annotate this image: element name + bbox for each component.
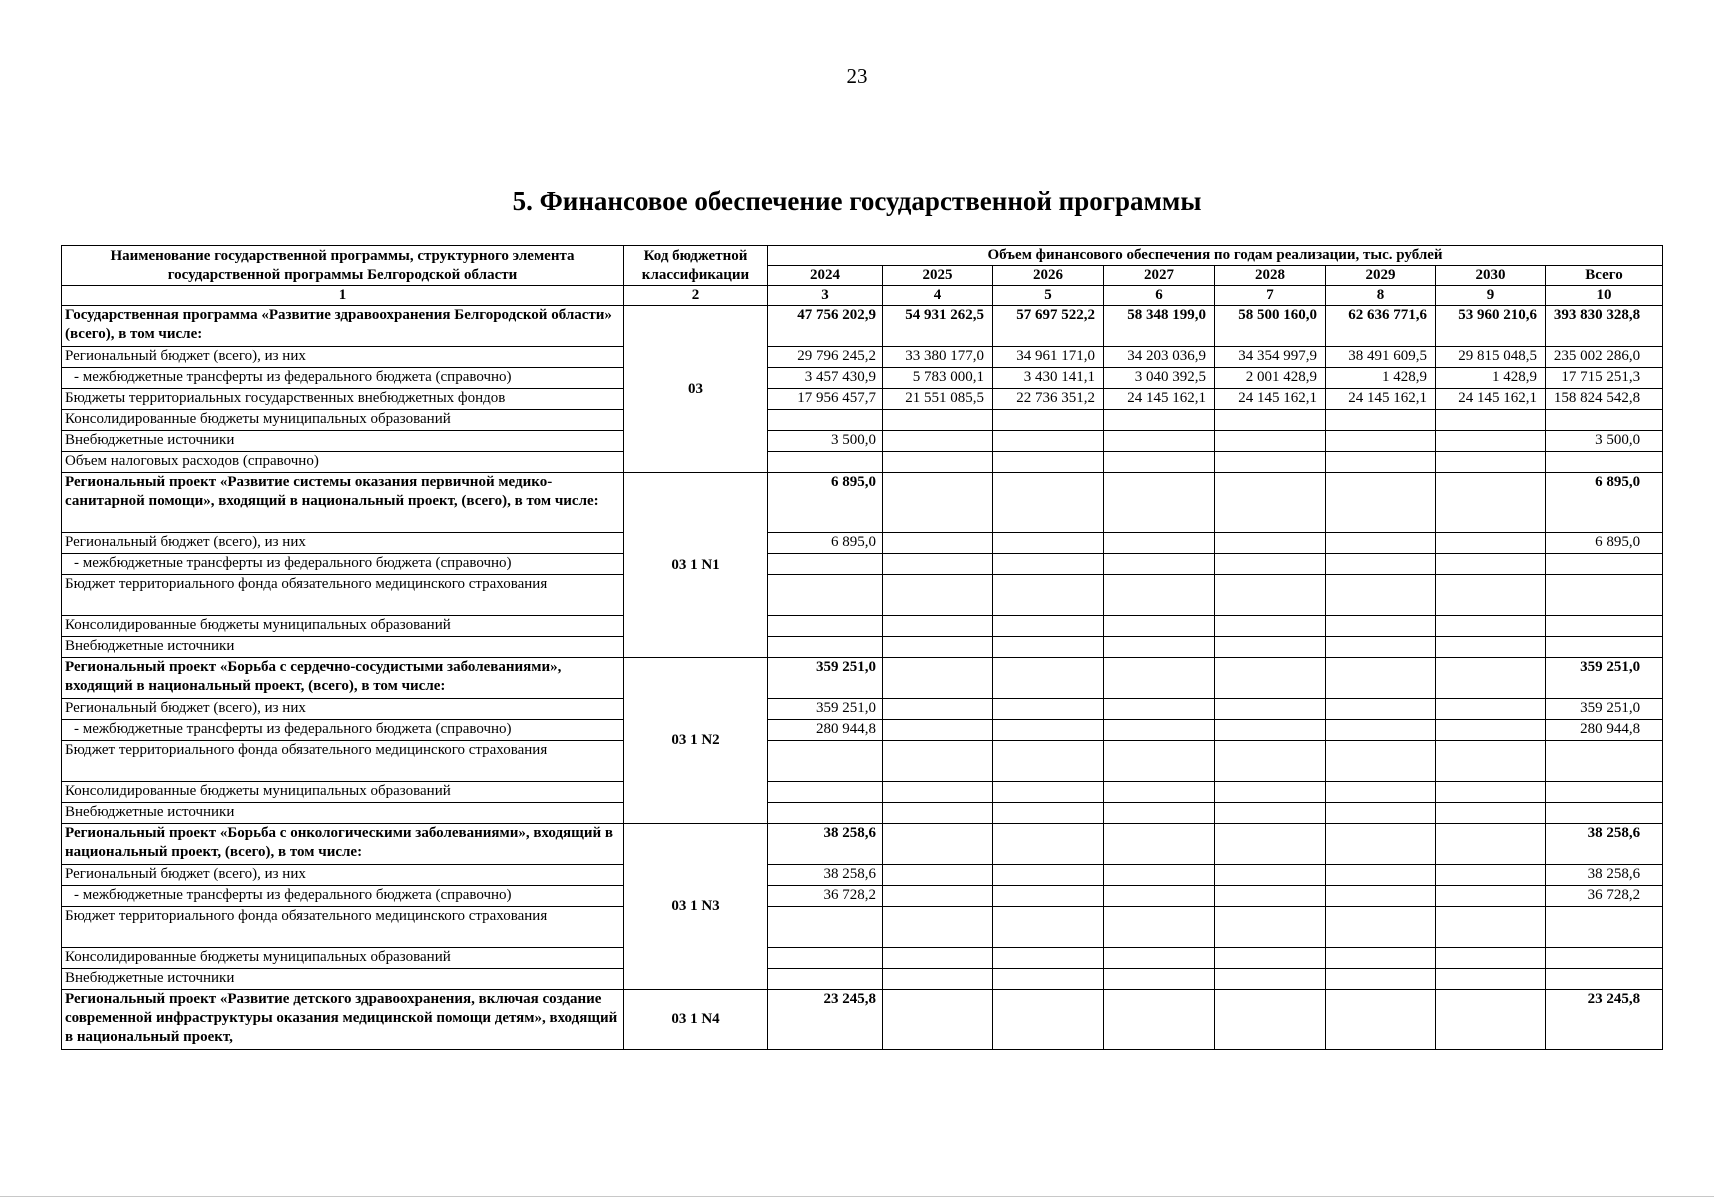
- header-column-index: 1: [62, 286, 624, 306]
- table-row: [62, 720, 1663, 741]
- header-year: 2028: [1215, 266, 1326, 286]
- value-cell: [1215, 824, 1326, 865]
- value-cell: [1326, 452, 1436, 473]
- header-column-index: 4: [883, 286, 993, 306]
- value-cell: [993, 907, 1104, 948]
- value-cell: 359 251,0: [768, 699, 883, 720]
- value-cell: 38 258,6: [768, 865, 883, 886]
- value-cell: 54 931 262,5: [883, 306, 993, 347]
- value-cell: 1 428,9: [1326, 368, 1436, 389]
- budget-code: 03 1 N2: [624, 658, 768, 824]
- value-cell: [883, 969, 993, 990]
- value-cell: [993, 948, 1104, 969]
- value-cell: 34 961 171,0: [993, 347, 1104, 368]
- row-name: - межбюджетные трансферты из федерального бюджета (справочно): [62, 368, 624, 389]
- value-cell: [993, 658, 1104, 699]
- value-cell: [1436, 637, 1546, 658]
- value-cell: [1104, 533, 1215, 554]
- value-cell: 5 783 000,1: [883, 368, 993, 389]
- value-cell: [1326, 824, 1436, 865]
- value-cell: [1215, 473, 1326, 533]
- value-cell: [768, 907, 883, 948]
- value-cell: [883, 554, 993, 575]
- value-cell: 38 258,6: [768, 824, 883, 865]
- value-cell: [1215, 803, 1326, 824]
- value-cell: [993, 452, 1104, 473]
- value-total: 23 245,8: [1546, 990, 1663, 1050]
- value-total: [1546, 452, 1663, 473]
- value-cell: 6 895,0: [768, 473, 883, 533]
- table-row: [62, 803, 1663, 824]
- value-cell: [883, 990, 993, 1050]
- value-cell: [1215, 431, 1326, 452]
- row-name: - межбюджетные трансферты из федерального бюджета (справочно): [62, 554, 624, 575]
- value-cell: [1215, 616, 1326, 637]
- row-name: Консолидированные бюджеты муниципальных образований: [62, 948, 624, 969]
- value-cell: [768, 575, 883, 616]
- header-year: 2024: [768, 266, 883, 286]
- value-cell: [993, 824, 1104, 865]
- value-total: 3 500,0: [1546, 431, 1663, 452]
- value-cell: [1436, 990, 1546, 1050]
- value-cell: [1436, 616, 1546, 637]
- value-total: [1546, 803, 1663, 824]
- value-cell: [768, 637, 883, 658]
- value-cell: [1215, 637, 1326, 658]
- value-total: 359 251,0: [1546, 658, 1663, 699]
- table-row: [62, 782, 1663, 803]
- value-cell: 1 428,9: [1436, 368, 1546, 389]
- value-cell: 24 145 162,1: [1215, 389, 1326, 410]
- value-cell: [993, 637, 1104, 658]
- value-total: [1546, 907, 1663, 948]
- value-cell: [883, 948, 993, 969]
- value-cell: [1326, 782, 1436, 803]
- value-cell: [883, 824, 993, 865]
- value-cell: [993, 803, 1104, 824]
- value-cell: 3 500,0: [768, 431, 883, 452]
- row-name: - межбюджетные трансферты из федерального бюджета (справочно): [62, 886, 624, 907]
- row-name: Консолидированные бюджеты муниципальных образований: [62, 782, 624, 803]
- value-cell: 57 697 522,2: [993, 306, 1104, 347]
- header-year: Всего: [1546, 266, 1663, 286]
- value-total: 38 258,6: [1546, 824, 1663, 865]
- value-cell: 22 736 351,2: [993, 389, 1104, 410]
- value-cell: [1436, 803, 1546, 824]
- value-cell: [993, 741, 1104, 782]
- value-cell: [1215, 907, 1326, 948]
- row-name: Региональный проект «Развитие детского здравоохранения, включая создание современной инфраструктуры оказания медицинской помощи детям», входящий в национальный проект,: [62, 990, 624, 1050]
- value-cell: [1326, 616, 1436, 637]
- value-cell: [1436, 720, 1546, 741]
- row-name: Бюджет территориального фонда обязательного медицинского страхования: [62, 907, 624, 948]
- value-cell: 6 895,0: [768, 533, 883, 554]
- value-cell: 23 245,8: [768, 990, 883, 1050]
- value-cell: 21 551 085,5: [883, 389, 993, 410]
- value-cell: [1104, 473, 1215, 533]
- value-cell: [1104, 699, 1215, 720]
- value-cell: 34 354 997,9: [1215, 347, 1326, 368]
- header-year: 2027: [1104, 266, 1215, 286]
- value-cell: [1104, 886, 1215, 907]
- row-name: Бюджет территориального фонда обязательного медицинского страхования: [62, 741, 624, 782]
- value-cell: [883, 637, 993, 658]
- row-name: Региональный проект «Борьба с онкологическими заболеваниями», входящий в национальный проект, (всего), в том числе:: [62, 824, 624, 865]
- budget-code: 03 1 N4: [624, 990, 768, 1050]
- value-cell: 47 756 202,9: [768, 306, 883, 347]
- header-code: Код бюджетной классификации: [624, 246, 768, 286]
- value-cell: 3 457 430,9: [768, 368, 883, 389]
- value-cell: [993, 533, 1104, 554]
- value-cell: [1436, 699, 1546, 720]
- value-cell: 29 796 245,2: [768, 347, 883, 368]
- value-cell: [768, 782, 883, 803]
- value-cell: [993, 990, 1104, 1050]
- value-cell: [993, 473, 1104, 533]
- row-name: Объем налоговых расходов (справочно): [62, 452, 624, 473]
- header-column-index: 2: [624, 286, 768, 306]
- table-row: [62, 969, 1663, 990]
- value-cell: [768, 410, 883, 431]
- value-cell: [883, 865, 993, 886]
- header-index-row: [62, 286, 1663, 306]
- value-cell: [1215, 452, 1326, 473]
- value-total: [1546, 637, 1663, 658]
- value-cell: [993, 575, 1104, 616]
- value-cell: [1104, 431, 1215, 452]
- value-total: 393 830 328,8: [1546, 306, 1663, 347]
- value-cell: [1436, 575, 1546, 616]
- value-cell: [1436, 554, 1546, 575]
- table-row: [62, 554, 1663, 575]
- value-cell: [1326, 907, 1436, 948]
- value-cell: [1326, 410, 1436, 431]
- value-cell: [1215, 658, 1326, 699]
- value-cell: [1326, 948, 1436, 969]
- value-cell: 53 960 210,6: [1436, 306, 1546, 347]
- value-cell: 17 956 457,7: [768, 389, 883, 410]
- value-total: [1546, 948, 1663, 969]
- value-cell: [1215, 741, 1326, 782]
- value-cell: [883, 907, 993, 948]
- table-row: [62, 658, 1663, 699]
- value-cell: [993, 720, 1104, 741]
- table-row: [62, 389, 1663, 410]
- table-row: [62, 990, 1663, 1050]
- value-cell: 24 145 162,1: [1104, 389, 1215, 410]
- value-cell: 38 491 609,5: [1326, 347, 1436, 368]
- value-cell: 34 203 036,9: [1104, 347, 1215, 368]
- header-column-index: 5: [993, 286, 1104, 306]
- value-total: [1546, 554, 1663, 575]
- value-cell: [1436, 969, 1546, 990]
- table-row: [62, 306, 1663, 347]
- value-cell: [883, 720, 993, 741]
- value-cell: 359 251,0: [768, 658, 883, 699]
- value-cell: [1104, 782, 1215, 803]
- value-cell: [1104, 575, 1215, 616]
- scan-edge-line: [0, 1196, 1714, 1197]
- value-cell: [1326, 741, 1436, 782]
- page-number: 23: [846, 64, 868, 88]
- value-cell: [1326, 637, 1436, 658]
- table-row: [62, 575, 1663, 616]
- table-row: [62, 741, 1663, 782]
- header-column-index: 3: [768, 286, 883, 306]
- table-row: [62, 473, 1663, 533]
- value-cell: 62 636 771,6: [1326, 306, 1436, 347]
- value-cell: [1326, 720, 1436, 741]
- budget-code: 03: [624, 306, 768, 473]
- row-name: Региональный проект «Развитие системы оказания первичной медико-санитарной помощи», входящий в национальный проект, (всего), в том числе:: [62, 473, 624, 533]
- value-total: [1546, 741, 1663, 782]
- table-row: [62, 948, 1663, 969]
- value-total: [1546, 616, 1663, 637]
- value-cell: [1436, 452, 1546, 473]
- value-cell: [993, 431, 1104, 452]
- value-cell: [993, 410, 1104, 431]
- value-total: [1546, 969, 1663, 990]
- value-cell: [1104, 637, 1215, 658]
- value-cell: [883, 575, 993, 616]
- value-cell: [1104, 969, 1215, 990]
- header-year: 2026: [993, 266, 1104, 286]
- value-cell: 3 430 141,1: [993, 368, 1104, 389]
- value-cell: [1326, 803, 1436, 824]
- header-year: 2030: [1436, 266, 1546, 286]
- value-cell: [883, 431, 993, 452]
- table-header: [62, 246, 1663, 306]
- value-cell: [883, 658, 993, 699]
- value-cell: 24 145 162,1: [1436, 389, 1546, 410]
- value-cell: [1436, 782, 1546, 803]
- row-name: Региональный бюджет (всего), из них: [62, 699, 624, 720]
- value-cell: [768, 803, 883, 824]
- value-cell: [993, 865, 1104, 886]
- value-cell: [768, 452, 883, 473]
- financing-table: [61, 245, 1663, 1050]
- value-cell: [1215, 782, 1326, 803]
- row-name: Внебюджетные источники: [62, 431, 624, 452]
- row-name: Консолидированные бюджеты муниципальных образований: [62, 616, 624, 637]
- value-cell: [768, 948, 883, 969]
- value-cell: [883, 782, 993, 803]
- row-name: Консолидированные бюджеты муниципальных образований: [62, 410, 624, 431]
- value-cell: [1104, 452, 1215, 473]
- table-row: [62, 347, 1663, 368]
- value-total: 6 895,0: [1546, 533, 1663, 554]
- value-cell: 24 145 162,1: [1326, 389, 1436, 410]
- header-column-index: 9: [1436, 286, 1546, 306]
- row-name: Внебюджетные источники: [62, 803, 624, 824]
- value-cell: [1436, 948, 1546, 969]
- value-cell: [993, 554, 1104, 575]
- value-cell: [1326, 886, 1436, 907]
- table-row: [62, 410, 1663, 431]
- value-cell: 280 944,8: [768, 720, 883, 741]
- value-cell: [768, 616, 883, 637]
- value-total: [1546, 410, 1663, 431]
- value-cell: 3 040 392,5: [1104, 368, 1215, 389]
- row-name: Региональный бюджет (всего), из них: [62, 533, 624, 554]
- section-title: 5. Финансовое обеспечение государственной программы: [512, 186, 1202, 216]
- value-cell: 29 815 048,5: [1436, 347, 1546, 368]
- row-name: Внебюджетные источники: [62, 637, 624, 658]
- value-cell: [1104, 616, 1215, 637]
- table-row: [62, 907, 1663, 948]
- value-cell: [883, 410, 993, 431]
- value-total: 17 715 251,3: [1546, 368, 1663, 389]
- value-cell: 33 380 177,0: [883, 347, 993, 368]
- row-name: Региональный бюджет (всего), из них: [62, 865, 624, 886]
- value-cell: [1436, 431, 1546, 452]
- value-cell: [768, 554, 883, 575]
- value-cell: 58 348 199,0: [1104, 306, 1215, 347]
- budget-code: 03 1 N3: [624, 824, 768, 990]
- value-cell: [1215, 699, 1326, 720]
- value-cell: [883, 473, 993, 533]
- value-cell: [1215, 948, 1326, 969]
- table-row: [62, 616, 1663, 637]
- value-cell: [993, 886, 1104, 907]
- row-name: Региональный бюджет (всего), из них: [62, 347, 624, 368]
- value-cell: [883, 741, 993, 782]
- value-cell: [1326, 865, 1436, 886]
- value-cell: [1215, 720, 1326, 741]
- table-row: [62, 431, 1663, 452]
- value-cell: [768, 741, 883, 782]
- header-volume: Объем финансового обеспечения по годам реализации, тыс. рублей: [768, 246, 1663, 266]
- table-row: [62, 824, 1663, 865]
- value-cell: [1326, 431, 1436, 452]
- value-cell: [1215, 554, 1326, 575]
- table-row: [62, 699, 1663, 720]
- value-cell: [1215, 575, 1326, 616]
- value-cell: [1215, 990, 1326, 1050]
- value-cell: [993, 782, 1104, 803]
- value-total: 235 002 286,0: [1546, 347, 1663, 368]
- header-column-index: 7: [1215, 286, 1326, 306]
- value-cell: 58 500 160,0: [1215, 306, 1326, 347]
- table-row: [62, 865, 1663, 886]
- value-cell: [1436, 824, 1546, 865]
- value-cell: [1104, 907, 1215, 948]
- value-cell: [768, 969, 883, 990]
- value-cell: [1436, 533, 1546, 554]
- value-cell: [1104, 803, 1215, 824]
- value-cell: [1104, 990, 1215, 1050]
- value-total: 158 824 542,8: [1546, 389, 1663, 410]
- value-cell: [1326, 990, 1436, 1050]
- value-cell: [1104, 824, 1215, 865]
- value-cell: [993, 616, 1104, 637]
- value-cell: [883, 699, 993, 720]
- value-cell: [1436, 865, 1546, 886]
- header-year: 2029: [1326, 266, 1436, 286]
- header-name: Наименование государственной программы, структурного элемента государственной программы Белгородской области: [62, 246, 624, 286]
- value-cell: [883, 452, 993, 473]
- value-cell: [1215, 886, 1326, 907]
- header-year: 2025: [883, 266, 993, 286]
- value-cell: [1104, 554, 1215, 575]
- value-cell: 2 001 428,9: [1215, 368, 1326, 389]
- value-cell: [1326, 969, 1436, 990]
- value-cell: [1326, 554, 1436, 575]
- value-total: 6 895,0: [1546, 473, 1663, 533]
- table-row: [62, 533, 1663, 554]
- header-column-index: 10: [1546, 286, 1663, 306]
- table-row: [62, 452, 1663, 473]
- budget-code: 03 1 N1: [624, 473, 768, 658]
- header-column-index: 8: [1326, 286, 1436, 306]
- row-name: Бюджет территориального фонда обязательного медицинского страхования: [62, 575, 624, 616]
- value-total: 38 258,6: [1546, 865, 1663, 886]
- value-cell: [1104, 410, 1215, 431]
- row-name: Государственная программа «Развитие здравоохранения Белгородской области» (всего), в том числе:: [62, 306, 624, 347]
- value-cell: [1104, 948, 1215, 969]
- value-cell: [883, 803, 993, 824]
- value-cell: [1215, 969, 1326, 990]
- row-name: - межбюджетные трансферты из федерального бюджета (справочно): [62, 720, 624, 741]
- table-row: [62, 637, 1663, 658]
- value-cell: [1215, 865, 1326, 886]
- value-cell: [1104, 658, 1215, 699]
- value-cell: [1104, 865, 1215, 886]
- value-cell: [1326, 658, 1436, 699]
- value-total: [1546, 782, 1663, 803]
- value-cell: [1436, 886, 1546, 907]
- value-cell: 36 728,2: [768, 886, 883, 907]
- table-body: [62, 306, 1663, 1050]
- header-column-index: 6: [1104, 286, 1215, 306]
- value-cell: [1104, 720, 1215, 741]
- value-cell: [1436, 473, 1546, 533]
- value-cell: [993, 699, 1104, 720]
- value-cell: [1104, 741, 1215, 782]
- value-cell: [1326, 533, 1436, 554]
- table-row: [62, 368, 1663, 389]
- value-cell: [1215, 533, 1326, 554]
- row-name: Бюджеты территориальных государственных внебюджетных фондов: [62, 389, 624, 410]
- value-total: [1546, 575, 1663, 616]
- value-cell: [1436, 410, 1546, 431]
- value-total: 280 944,8: [1546, 720, 1663, 741]
- value-cell: [1436, 658, 1546, 699]
- row-name: Внебюджетные источники: [62, 969, 624, 990]
- value-total: 36 728,2: [1546, 886, 1663, 907]
- value-cell: [883, 616, 993, 637]
- value-cell: [1326, 473, 1436, 533]
- value-cell: [1436, 741, 1546, 782]
- value-cell: [1326, 699, 1436, 720]
- value-cell: [1436, 907, 1546, 948]
- value-cell: [883, 533, 993, 554]
- table-row: [62, 886, 1663, 907]
- value-cell: [1326, 575, 1436, 616]
- value-cell: [1215, 410, 1326, 431]
- value-total: 359 251,0: [1546, 699, 1663, 720]
- row-name: Региональный проект «Борьба с сердечно-сосудистыми заболеваниями», входящий в национальный проект, (всего), в том числе:: [62, 658, 624, 699]
- value-cell: [993, 969, 1104, 990]
- value-cell: [883, 886, 993, 907]
